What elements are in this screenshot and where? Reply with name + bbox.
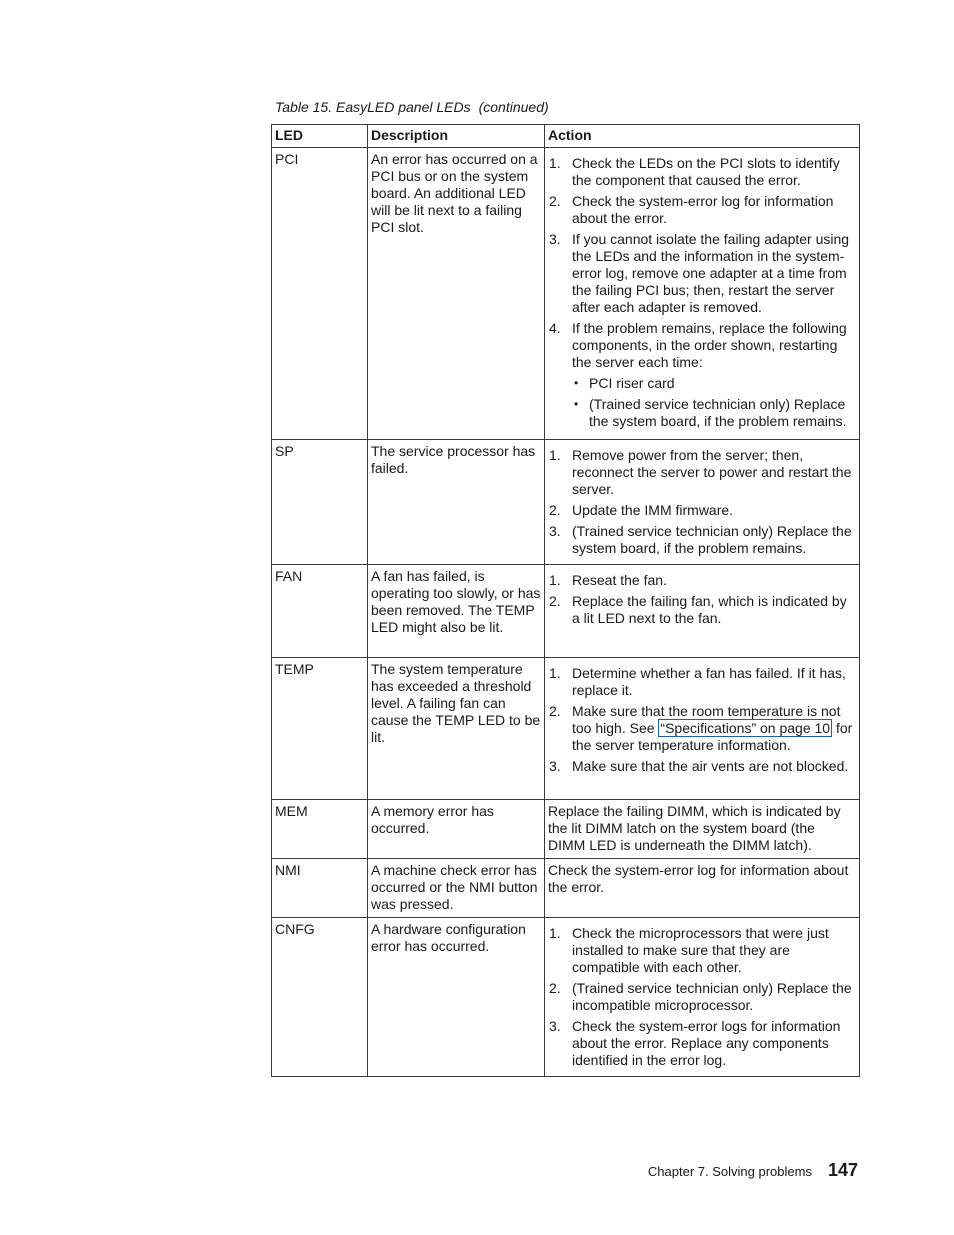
action-step: [548, 155, 856, 189]
header-description: Description: [368, 125, 545, 148]
step-text-post: for the server temperature information.: [572, 720, 853, 753]
step-text: Replace the failing fan, which is indicated by a lit LED next to the fan.: [572, 593, 847, 626]
action-step: [548, 703, 856, 754]
led-description: An error has occurred on a PCI bus or on the system board. An additional LED will be lit next to a failing PCI slot.: [368, 148, 545, 440]
action-step: [548, 665, 856, 699]
table-caption: [275, 99, 549, 115]
led-action: Replace the failing DIMM, which is indicated by the lit DIMM latch on the system board (the DIMM LED is underneath the DIMM latch).: [545, 800, 860, 859]
action-step: [548, 193, 856, 227]
page-footer: [648, 1160, 858, 1181]
step-number: 3.: [549, 231, 561, 247]
action-step: [548, 231, 856, 316]
step-text: Check the system-error logs for information about the error. Replace any components identified in the error log.: [572, 1018, 841, 1068]
step-number: 2.: [549, 980, 561, 996]
led-description: A machine check error has occurred or the NMI button was pressed.: [368, 859, 545, 918]
action-steps: [548, 665, 856, 775]
header-led: LED: [272, 125, 368, 148]
sub-list: [572, 375, 856, 430]
step-text: Check the LEDs on the PCI slots to identify the component that caused the error.: [572, 155, 840, 188]
led-description: The system temperature has exceeded a threshold level. A failing fan can cause the TEMP LED to be lit.: [368, 658, 545, 800]
action-step: [548, 758, 856, 775]
step-number: 3.: [549, 758, 561, 774]
action-step: [548, 980, 856, 1014]
caption-label: Table 15. EasyLED panel LEDs: [275, 99, 471, 115]
bullet-mark: •: [574, 376, 579, 390]
action-step: [548, 925, 856, 976]
bullet-mark: •: [574, 397, 579, 411]
step-number: 1.: [549, 572, 561, 588]
led-name: TEMP: [272, 658, 368, 800]
step-text: Check the system-error log for information about the error.: [572, 193, 834, 226]
specifications-link[interactable]: “Specifications” on page 10: [660, 720, 831, 736]
table-row-nmi: [272, 859, 860, 918]
led-action: [545, 658, 860, 800]
step-number: 1.: [549, 155, 561, 171]
page-number: 147: [827, 1160, 858, 1180]
led-action: [545, 148, 860, 440]
action-step: [548, 572, 856, 589]
step-number: 2.: [549, 703, 561, 719]
sub-item: [572, 375, 856, 392]
caption-continued: (continued): [478, 99, 549, 115]
led-description: A fan has failed, is operating too slowly, or has been removed. The TEMP LED might also be lit.: [368, 565, 545, 658]
led-description: The service processor has failed.: [368, 440, 545, 565]
step-number: 1.: [549, 665, 561, 681]
sub-item-text: PCI riser card: [589, 375, 675, 391]
led-name: CNFG: [272, 918, 368, 1077]
action-step: [548, 1018, 856, 1069]
action-step: [548, 320, 856, 430]
table-row-temp: [272, 658, 860, 800]
step-text: (Trained service technician only) Replace the system board, if the problem remains.: [572, 523, 852, 556]
led-name: NMI: [272, 859, 368, 918]
sub-item-text: (Trained service technician only) Replace the system board, if the problem remains.: [589, 396, 847, 429]
table-row-sp: [272, 440, 860, 565]
step-text: Check the microprocessors that were just installed to make sure that they are compatible with each other.: [572, 925, 829, 975]
step-number: 4.: [549, 320, 561, 336]
action-steps: [548, 925, 856, 1069]
step-text: (Trained service technician only) Replace the incompatible microprocessor.: [572, 980, 852, 1013]
action-step: [548, 523, 856, 557]
led-name: MEM: [272, 800, 368, 859]
led-name: PCI: [272, 148, 368, 440]
led-action: [545, 440, 860, 565]
step-text: Make sure that the air vents are not blocked.: [572, 758, 849, 774]
action-steps: [548, 447, 856, 557]
led-action: [545, 918, 860, 1077]
led-description: A hardware configuration error has occurred.: [368, 918, 545, 1077]
table-header-row: [272, 125, 860, 148]
led-action: Check the system-error log for information about the error.: [545, 859, 860, 918]
led-action: [545, 565, 860, 658]
action-step: [548, 447, 856, 498]
led-name: SP: [272, 440, 368, 565]
step-number: 2.: [549, 593, 561, 609]
step-text: If the problem remains, replace the following components, in the order shown, restarting the server each time:: [572, 320, 847, 370]
step-text: Remove power from the server; then, reconnect the server to power and restart the server.: [572, 447, 852, 497]
action-step: [548, 593, 856, 627]
led-name: FAN: [272, 565, 368, 658]
step-text: Determine whether a fan has failed. If it has, replace it.: [572, 665, 846, 698]
table-row-pci: [272, 148, 860, 440]
easyled-table: [271, 124, 860, 1077]
step-text: Reseat the fan.: [572, 572, 667, 588]
chapter-title: Chapter 7. Solving problems: [647, 1164, 812, 1179]
table-row-cnfg: [272, 918, 860, 1077]
led-description: A memory error has occurred.: [368, 800, 545, 859]
table-row-mem: [272, 800, 860, 859]
step-number: 1.: [549, 925, 561, 941]
action-step: [548, 502, 856, 519]
action-steps: [548, 155, 856, 430]
step-number: 3.: [549, 523, 561, 539]
step-text: Update the IMM firmware.: [572, 502, 734, 518]
step-number: 3.: [549, 1018, 561, 1034]
step-number: 2.: [549, 502, 561, 518]
step-text: If you cannot isolate the failing adapter using the LEDs and the information in the system-error log, remove one adapter at a time from the failing PCI bus; then, restart the server after each adapter is removed.: [572, 231, 850, 315]
step-number: 1.: [549, 447, 561, 463]
table-row-fan: [272, 565, 860, 658]
step-text-pre: Make sure that the room temperature is not too high. See: [572, 703, 841, 736]
action-steps: [548, 572, 856, 627]
sub-item: [572, 396, 856, 430]
step-number: 2.: [549, 193, 561, 209]
header-action: Action: [545, 125, 860, 148]
